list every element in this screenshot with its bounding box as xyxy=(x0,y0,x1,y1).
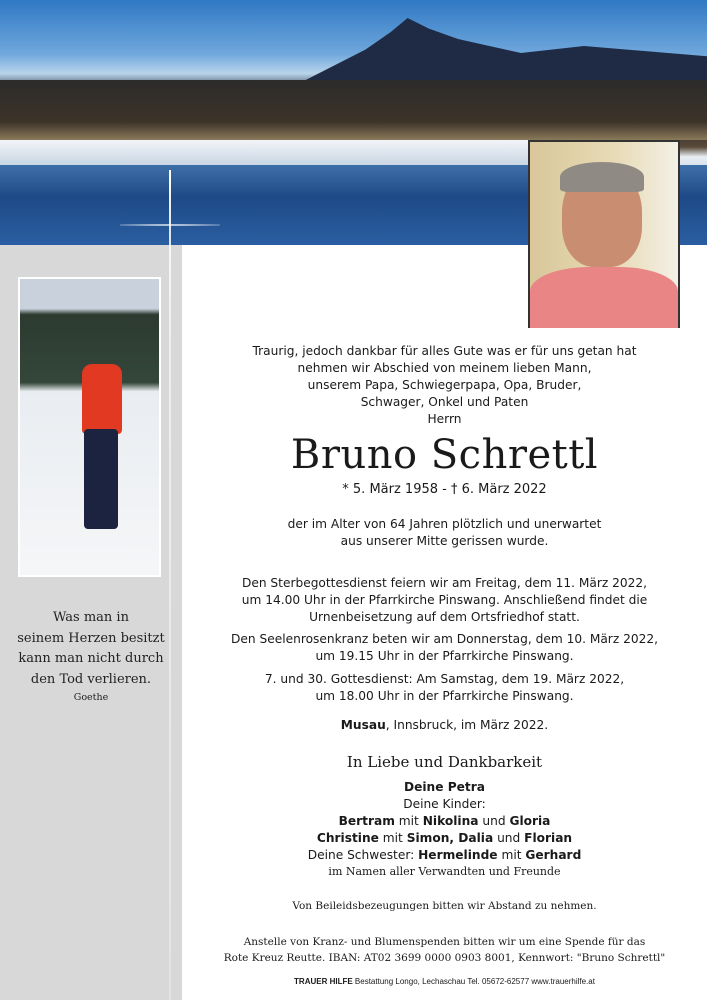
quote-line: kann man nicht durch xyxy=(18,651,164,666)
skier-jacket xyxy=(82,364,122,434)
light-sparkle xyxy=(120,224,220,226)
relatives: im Namen aller Verwandten und Freunde xyxy=(328,865,561,878)
memorial-service xyxy=(182,671,707,705)
salutation: Herrn xyxy=(427,412,462,426)
light-beam xyxy=(169,170,171,1000)
deceased-name: Bruno Schrettl xyxy=(290,432,599,478)
donation-line: Anstelle von Kranz- und Blumenspenden bitten wir um eine Spende für das xyxy=(243,936,646,948)
skiing-photo xyxy=(18,277,161,577)
footer-contact: Bestattung Longo, Lechaschau Tel. 05672-62577 www.trauerhilfe.at xyxy=(352,977,595,986)
intro-line: unserem Papa, Schwiegerpapa, Opa, Bruder, xyxy=(307,378,582,392)
service-line: Den Seelenrosenkranz beten wir am Donnerstag, dem 10. März 2022, xyxy=(231,632,658,646)
footer xyxy=(182,976,707,988)
footer-brand: TRAUER HILFE xyxy=(294,977,353,986)
service-line: um 14.00 Uhr in der Pfarrkirche Pinswang. Anschließend findet die xyxy=(241,593,648,607)
place-date xyxy=(182,717,707,734)
rosary-service xyxy=(182,631,707,665)
kids-label: Deine Kinder: xyxy=(403,797,486,811)
mountain xyxy=(290,18,707,88)
age-text xyxy=(182,516,707,550)
family-line: Deine Schwester: Hermelinde mit Gerhard xyxy=(307,848,582,862)
service-line: um 18.00 Uhr in der Pfarrkirche Pinswang. xyxy=(315,689,574,703)
family-line: Bertram mit Nikolina und Gloria xyxy=(338,814,551,828)
quote-line: Was man in xyxy=(53,610,129,625)
age-line: aus unserer Mitte gerissen wurde. xyxy=(340,534,549,548)
donation-note xyxy=(182,934,707,966)
snow-bank xyxy=(0,140,560,165)
quote-line: den Tod verlieren. xyxy=(30,671,152,687)
service-line: 7. und 30. Gottesdienst: Am Samstag, dem 19. März 2022, xyxy=(264,672,625,686)
service-line: um 19.15 Uhr in der Pfarrkirche Pinswang. xyxy=(315,649,574,663)
portrait-photo xyxy=(528,140,680,328)
closing-heading: In Liebe und Dankbarkeit xyxy=(346,753,543,771)
funeral-service xyxy=(182,575,707,626)
intro-line: Traurig, jedoch dankbar für alles Gute was er für uns getan hat xyxy=(252,344,637,358)
intro-text xyxy=(182,343,707,428)
age-line: der im Alter von 64 Jahren plötzlich und unerwartet xyxy=(287,517,602,531)
quote xyxy=(0,608,182,706)
condolence-note: Von Beileidsbezeugungen bitten wir Abstand zu nehmen. xyxy=(292,900,597,912)
donation-line: Rote Kreuz Reutte. IBAN: AT02 3699 0000 0903 8001, Kennwort: "Bruno Schrettl" xyxy=(223,952,666,964)
place-bold: Musau xyxy=(340,718,386,732)
place-rest: , Innsbruck, im März 2022. xyxy=(385,718,549,732)
family-line: Christine mit Simon, Dalia und Florian xyxy=(316,831,573,845)
portrait-hair xyxy=(560,162,644,192)
forest xyxy=(0,80,707,140)
skier-legs xyxy=(84,429,118,529)
service-line: Den Sterbegottesdienst feiern wir am Freitag, dem 11. März 2022, xyxy=(241,576,648,590)
wife: Deine Petra xyxy=(403,780,485,794)
quote-author: Goethe xyxy=(73,692,109,703)
portrait-shirt xyxy=(530,267,678,328)
life-dates: * 5. März 1958 - † 6. März 2022 xyxy=(342,482,547,497)
intro-line: nehmen wir Abschied von meinem lieben Mann, xyxy=(297,361,592,375)
quote-line: seinem Herzen besitzt xyxy=(17,630,165,646)
service-line: Urnenbeisetzung auf dem Ortsfriedhof statt. xyxy=(309,610,580,624)
family-list xyxy=(182,779,707,880)
intro-line: Schwager, Onkel und Paten xyxy=(360,395,529,409)
